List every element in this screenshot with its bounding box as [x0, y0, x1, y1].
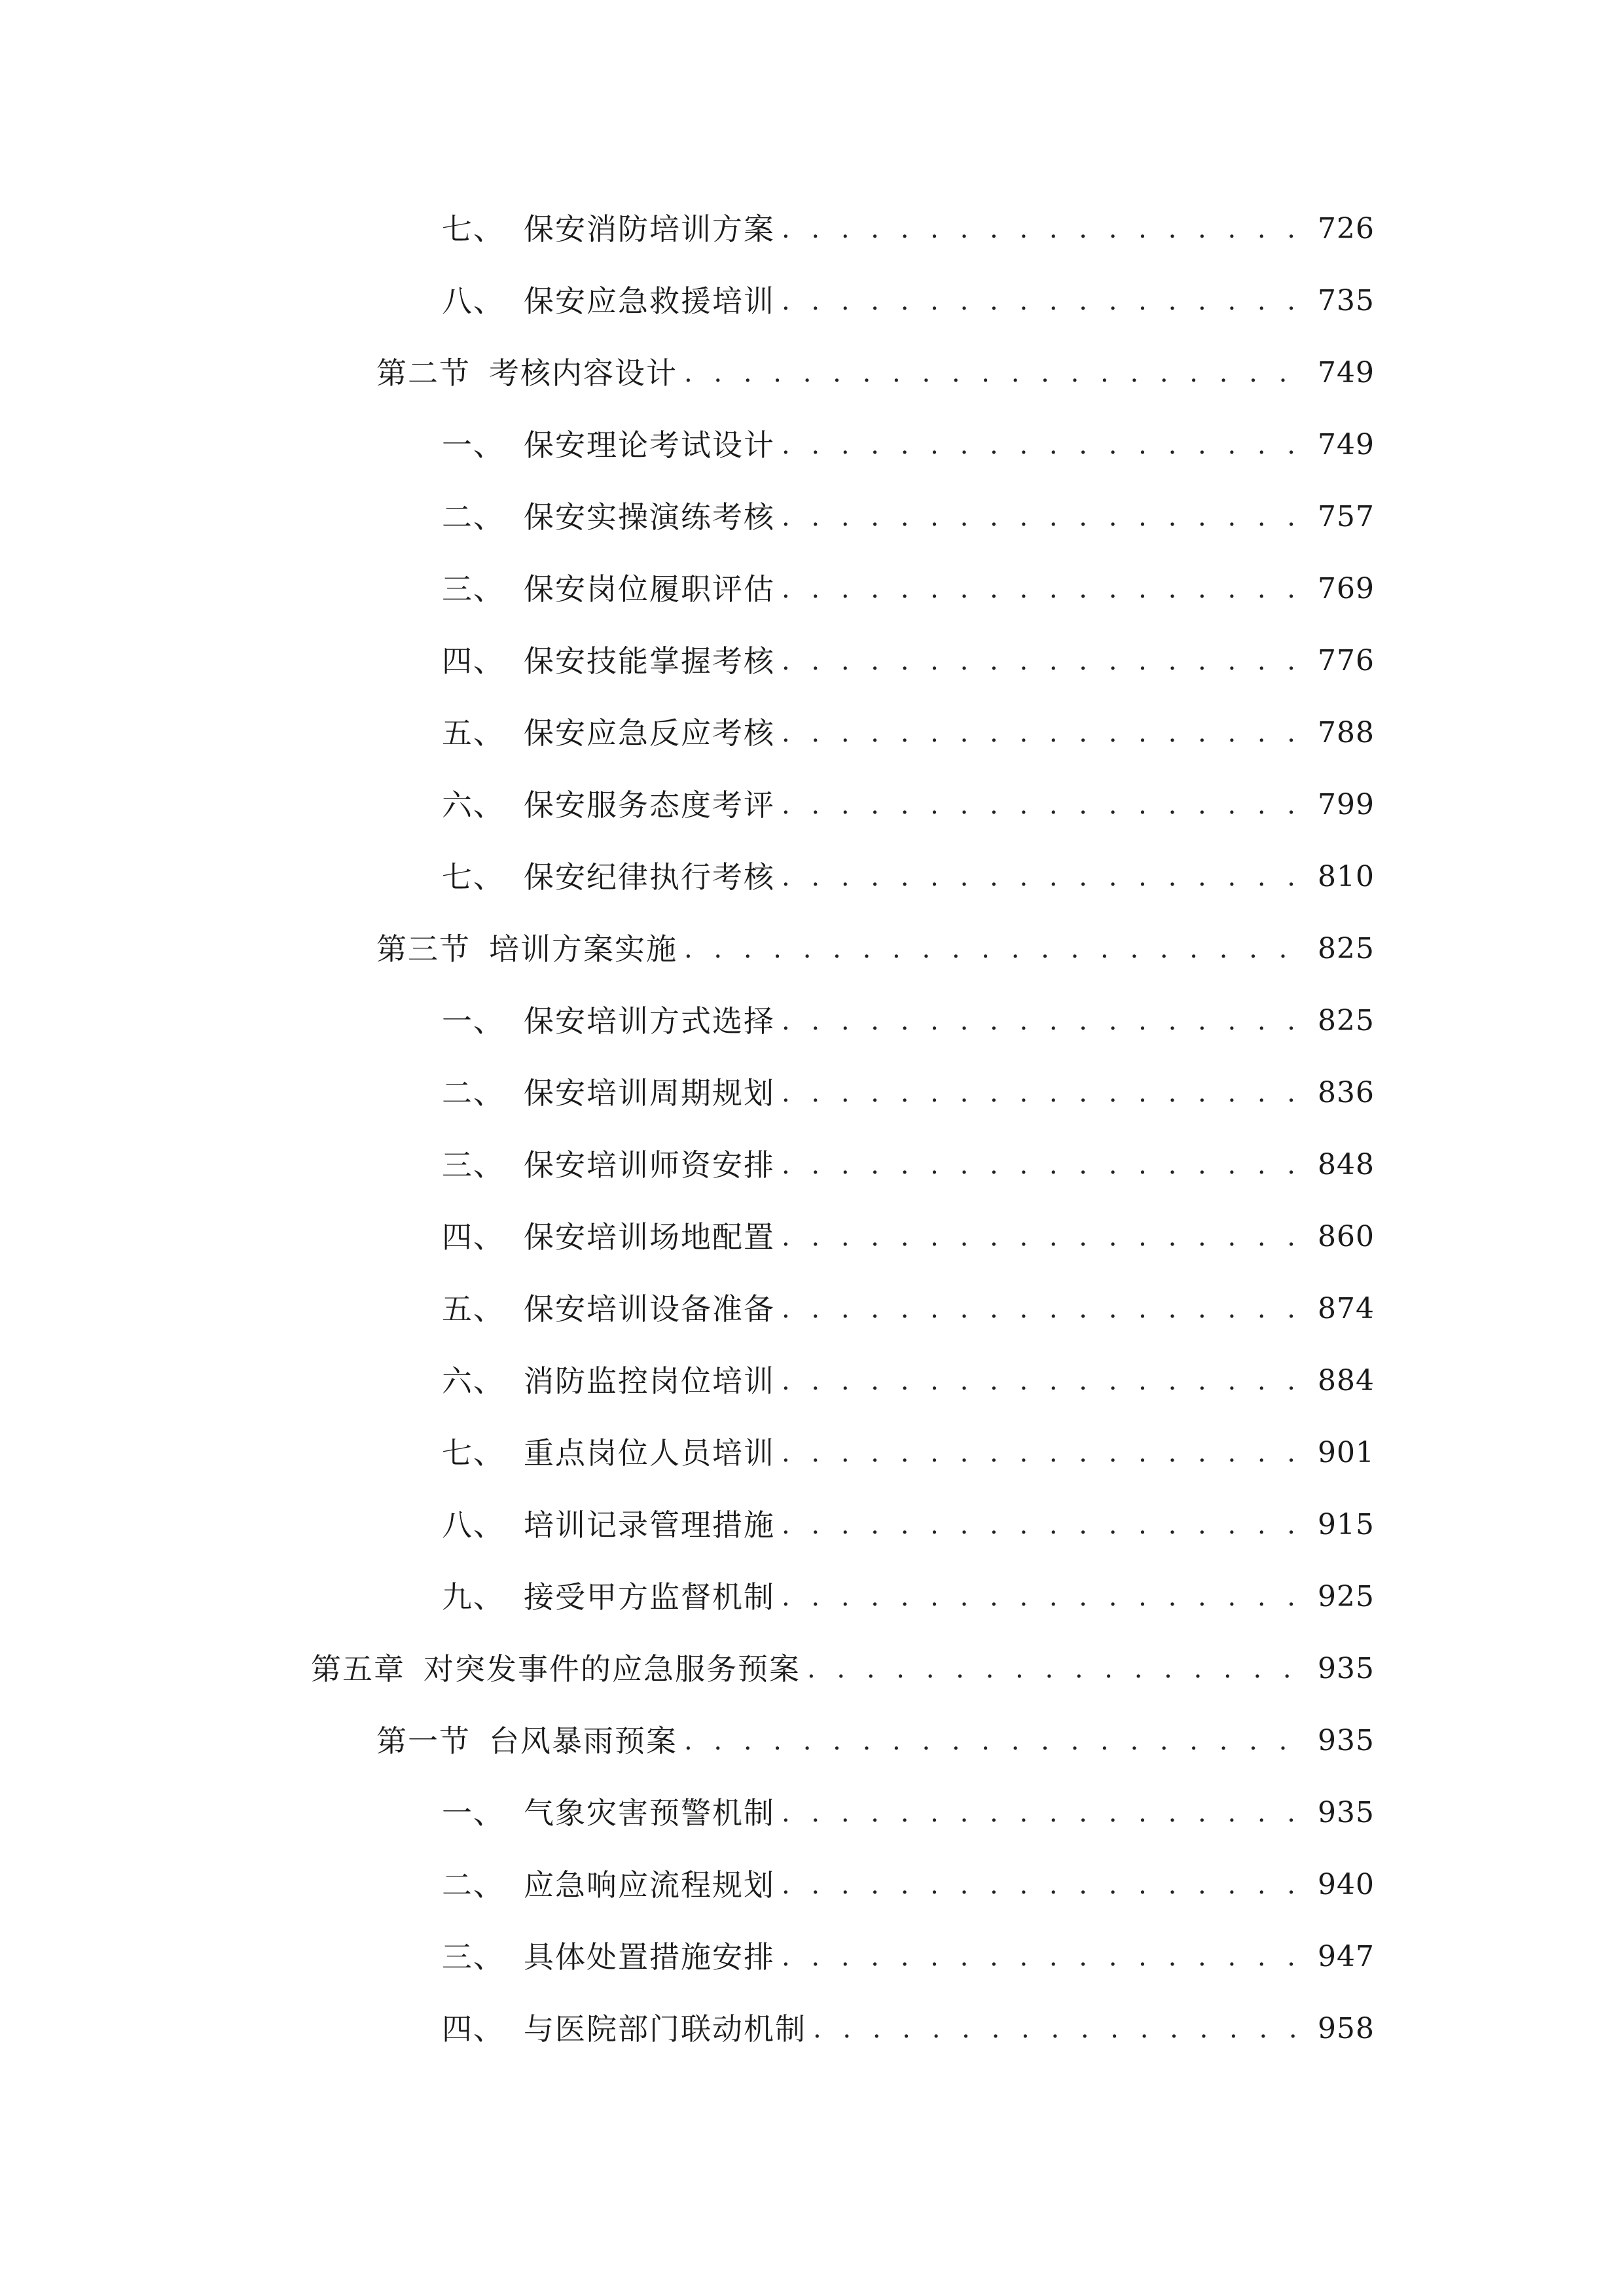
toc-entry[interactable] — [442, 2003, 1375, 2055]
toc-entry-label — [442, 779, 775, 831]
toc-entry-page: 940 — [1318, 1868, 1375, 1901]
toc-entry-title: 保安培训师资安排 — [524, 1147, 775, 1183]
dot-leader — [782, 1931, 1307, 1983]
toc-entry[interactable] — [442, 419, 1375, 471]
toc-entry-number: 第五章 — [311, 1651, 405, 1687]
toc-entry-label — [442, 1931, 775, 1983]
toc-entry-page: 749 — [1318, 428, 1375, 461]
toc-entry-title: 保安理论考试设计 — [524, 427, 775, 463]
toc-entry-title: 保安应急反应考核 — [524, 715, 775, 751]
toc-entry-label — [442, 2003, 806, 2055]
dot-leader — [782, 563, 1307, 615]
toc-entry-page: 901 — [1318, 1436, 1375, 1469]
toc-entry-title: 与医院部门联动机制 — [524, 2011, 806, 2047]
toc-entry-number: 七、 — [442, 211, 505, 247]
toc-entry-number: 五、 — [442, 1291, 505, 1327]
toc-entry-number: 四、 — [442, 643, 505, 679]
dot-leader — [782, 707, 1307, 759]
dot-leader — [782, 779, 1307, 831]
toc-entry-label — [376, 347, 677, 399]
toc-entry[interactable] — [442, 707, 1375, 759]
toc-entry-label — [442, 491, 775, 543]
dot-leader — [782, 635, 1307, 687]
toc-entry-number: 三、 — [442, 1147, 505, 1183]
toc-entry-number: 三、 — [442, 1939, 505, 1975]
toc-entry-page: 836 — [1318, 1076, 1375, 1109]
toc-entry[interactable] — [442, 1427, 1375, 1479]
toc-entry-page: 810 — [1318, 860, 1375, 893]
dot-leader — [782, 1499, 1307, 1551]
toc-entry-page: 749 — [1318, 356, 1375, 389]
toc-entry[interactable] — [442, 1931, 1375, 1983]
toc-entry-page: 884 — [1318, 1364, 1375, 1397]
toc-entry-label — [442, 563, 775, 615]
toc-entry[interactable] — [311, 1643, 1375, 1695]
toc-entry-title: 保安消防培训方案 — [524, 211, 775, 247]
toc-entry-label — [442, 995, 775, 1047]
toc-entry-title: 对突发事件的应急服务预案 — [424, 1651, 801, 1687]
toc-entry-label — [442, 203, 775, 255]
toc-entry[interactable] — [442, 1571, 1375, 1623]
toc-entry-page: 935 — [1318, 1724, 1375, 1757]
toc-entry-title: 保安实操演练考核 — [524, 499, 775, 535]
toc-entry[interactable] — [442, 635, 1375, 687]
dot-leader — [813, 2003, 1307, 2055]
toc-entry[interactable] — [442, 1067, 1375, 1119]
toc-entry-label — [442, 851, 775, 903]
dot-leader — [782, 851, 1307, 903]
toc-entry-number: 一、 — [442, 427, 505, 463]
toc-entry-number: 第二节 — [376, 355, 471, 391]
toc-entry-page: 735 — [1318, 284, 1375, 317]
toc-entry-title: 考核内容设计 — [489, 355, 677, 391]
toc-entry[interactable] — [442, 1787, 1375, 1839]
dot-leader — [782, 1355, 1307, 1407]
toc-entry-number: 七、 — [442, 859, 505, 895]
dot-leader — [782, 491, 1307, 543]
toc-entry-page: 874 — [1318, 1292, 1375, 1325]
toc-entry-number: 六、 — [442, 787, 505, 823]
toc-entry-number: 第三节 — [376, 931, 471, 967]
toc-entry-title: 保安技能掌握考核 — [524, 643, 775, 679]
toc-entry-title: 具体处置措施安排 — [524, 1939, 775, 1975]
dot-leader — [782, 1283, 1307, 1335]
toc-entry-label — [442, 1499, 775, 1551]
toc-entry-page: 825 — [1318, 932, 1375, 965]
toc-entry-label — [442, 419, 775, 471]
toc-entry-label — [442, 707, 775, 759]
toc-entry-page: 958 — [1318, 2012, 1375, 2045]
toc-entry[interactable] — [442, 1859, 1375, 1911]
toc-entry-number: 四、 — [442, 2011, 505, 2047]
toc-entry-page: 935 — [1318, 1796, 1375, 1829]
toc-entry[interactable] — [376, 923, 1375, 975]
toc-entry-label — [442, 1067, 775, 1119]
toc-entry-page: 925 — [1318, 1580, 1375, 1613]
toc-entry-label — [442, 635, 775, 687]
toc-entry[interactable] — [442, 1499, 1375, 1551]
toc-entry[interactable] — [442, 203, 1375, 255]
toc-entry-page: 788 — [1318, 716, 1375, 749]
toc-entry-label — [442, 1571, 775, 1623]
toc-entry-page: 757 — [1318, 500, 1375, 533]
toc-entry-page: 825 — [1318, 1004, 1375, 1037]
toc-entry-label — [442, 1427, 775, 1479]
toc-entry-label — [311, 1643, 801, 1695]
toc-entry-number: 四、 — [442, 1219, 505, 1255]
toc-entry-title: 保安培训周期规划 — [524, 1075, 775, 1111]
toc-entry-title: 气象灾害预警机制 — [524, 1795, 775, 1831]
toc-entry-title: 保安岗位履职评估 — [524, 571, 775, 607]
dot-leader — [782, 203, 1307, 255]
toc-entry-label — [442, 1283, 775, 1335]
toc-entry[interactable] — [442, 1355, 1375, 1407]
toc-entry-title: 台风暴雨预案 — [489, 1723, 677, 1759]
dot-leader — [782, 1067, 1307, 1119]
toc-entry-title: 培训记录管理措施 — [524, 1507, 775, 1543]
toc-entry[interactable] — [442, 851, 1375, 903]
toc-entry-title: 保安应急救援培训 — [524, 283, 775, 319]
toc-entry-number: 九、 — [442, 1579, 505, 1615]
toc-entry-label — [442, 275, 775, 327]
toc-entry-number: 七、 — [442, 1435, 505, 1471]
dot-leader — [782, 1139, 1307, 1191]
dot-leader — [684, 923, 1307, 975]
toc-entry-title: 保安培训场地配置 — [524, 1219, 775, 1255]
dot-leader — [807, 1643, 1307, 1695]
toc-entry-title: 保安培训方式选择 — [524, 1003, 775, 1039]
toc-entry[interactable] — [442, 995, 1375, 1047]
dot-leader — [782, 1859, 1307, 1911]
toc-entry-page: 860 — [1318, 1220, 1375, 1253]
dot-leader — [782, 1787, 1307, 1839]
toc-entry[interactable] — [376, 347, 1375, 399]
toc-entry-title: 消防监控岗位培训 — [524, 1363, 775, 1399]
toc-entry-title: 重点岗位人员培训 — [524, 1435, 775, 1471]
toc-entry-number: 二、 — [442, 1075, 505, 1111]
toc-entry[interactable] — [442, 1211, 1375, 1263]
toc-entry-page: 915 — [1318, 1508, 1375, 1541]
dot-leader — [782, 419, 1307, 471]
toc-entry-number: 六、 — [442, 1363, 505, 1399]
toc-entry-page: 947 — [1318, 1940, 1375, 1973]
toc-entry-page: 776 — [1318, 644, 1375, 677]
toc-entry-title: 应急响应流程规划 — [524, 1867, 775, 1903]
toc-entry-label — [442, 1139, 775, 1191]
dot-leader — [684, 1715, 1307, 1767]
toc-entry-number: 一、 — [442, 1003, 505, 1039]
toc-entry-page: 799 — [1318, 788, 1375, 821]
toc-entry-page: 935 — [1318, 1652, 1375, 1685]
dot-leader — [782, 1571, 1307, 1623]
toc-entry[interactable] — [442, 1283, 1375, 1335]
toc-entry[interactable] — [442, 275, 1375, 327]
dot-leader — [782, 1427, 1307, 1479]
toc-entry-page: 726 — [1318, 212, 1375, 245]
toc-entry-number: 第一节 — [376, 1723, 471, 1759]
toc-entry-title: 接受甲方监督机制 — [524, 1579, 775, 1615]
dot-leader — [782, 995, 1307, 1047]
toc-entry-label — [376, 923, 677, 975]
toc-entry[interactable] — [376, 1715, 1375, 1767]
toc-entry-label — [442, 1211, 775, 1263]
toc-entry-number: 三、 — [442, 571, 505, 607]
toc-entry-title: 培训方案实施 — [489, 931, 677, 967]
toc-entry[interactable] — [442, 1139, 1375, 1191]
toc-entry-page: 848 — [1318, 1148, 1375, 1181]
toc-entry-number: 二、 — [442, 1867, 505, 1903]
toc-entry[interactable] — [442, 491, 1375, 543]
toc-entry-label — [442, 1355, 775, 1407]
toc-entry-title: 保安服务态度考评 — [524, 787, 775, 823]
dot-leader — [782, 275, 1307, 327]
toc-entry-title: 保安培训设备准备 — [524, 1291, 775, 1327]
dot-leader — [684, 347, 1307, 399]
toc-entry[interactable] — [442, 779, 1375, 831]
toc-entry-number: 八、 — [442, 283, 505, 319]
toc-entry-label — [376, 1715, 677, 1767]
toc-entry-label — [442, 1859, 775, 1911]
toc-entry-page: 769 — [1318, 572, 1375, 605]
toc-entry[interactable] — [442, 563, 1375, 615]
toc-entry-label — [442, 1787, 775, 1839]
toc-entry-number: 二、 — [442, 499, 505, 535]
toc-entry-number: 五、 — [442, 715, 505, 751]
toc-entry-number: 八、 — [442, 1507, 505, 1543]
dot-leader — [782, 1211, 1307, 1263]
toc-entry-title: 保安纪律执行考核 — [524, 859, 775, 895]
toc-entry-number: 一、 — [442, 1795, 505, 1831]
